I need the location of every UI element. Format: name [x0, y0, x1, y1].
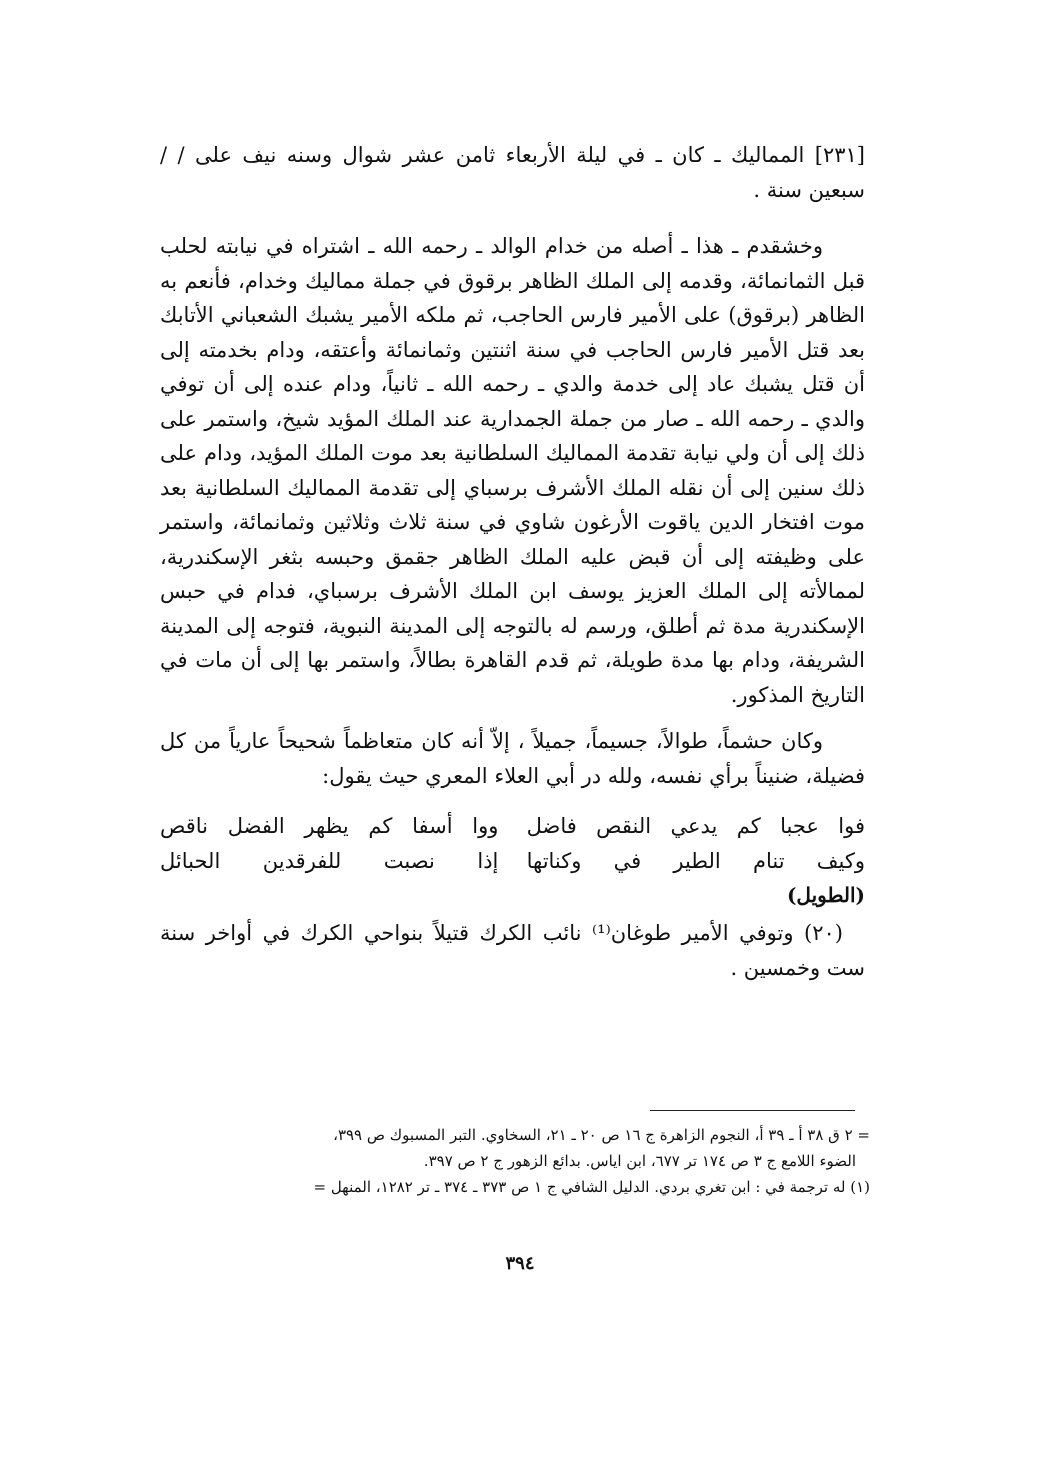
verse-first-hemistich: وكيف تنام الطير في وكناتها	[526, 848, 865, 873]
main-text	[160, 138, 865, 985]
verse-second-hemistich: ووا أسفا كم يظهر الفضل ناقص	[160, 814, 499, 838]
poem-meter: (الطويل)	[786, 883, 865, 907]
footnote-continuation: = ٢ ق ٣٨ أ ـ ٣٩ أ، النجوم الزاهرة ج ١٦ ص ٢٠ ـ ٢١، السخاوي. التبر المسبوك ص ٣٩٩،	[333, 1126, 870, 1144]
footnote-separator	[650, 1110, 855, 1111]
verse-second-hemistich: إذا نصبت للفرقدين الحبائل	[160, 848, 499, 873]
intro-paragraph: [٢٣١] المماليك ـ كان ـ في ليلة الأربعاء ثامن عشر شوال وسنه نيف على / / سبعين سنة .	[160, 143, 865, 202]
biography-paragraph: وخشقدم ـ هذا ـ أصله من خدام الوالد ـ رحمه الله ـ اشتراه في نيابته لحلب قبل الثمانمائة، وقدمه إلى الملك الظاهر برقوق في جملة مماليك وخدام، فأنعم به الظاهر (برقوق) على الأمير فارس الحاجب، ثم ملكه الأمير يشبك الشعباني الأتابك بعد قتل الأمير فارس الحاجب في سنة اثنتين وثمانمائة وأعتقه، ودام بخدمته إلى أن قتل يشبك عاد إلى خدمة والدي ـ رحمه الله ـ ثانياً، ودام عنده إلى أن توفي والدي ـ رحمه الله ـ صار من جملة الجمدارية عند الملك المؤيد شيخ، واستمر على ذلك إلى أن ولي نيابة تقدمة المماليك السلطانية بعد موت الملك المؤيد، ودام على ذلك سنين إلى أن نقله الملك الأشرف برسباي إلى تقدمة المماليك السلطانية بعد موت افتخار الدين ياقوت الأرغون شاوي في سنة ثلاث وثلاثين وثمانمائة، واستمر على وظيفته إلى أن قبض عليه الملك الظاهر جقمق وحبسه بثغر الإسكندرية، لممالأته إلى الملك العزيز يوسف ابن الملك الأشرف برسباي، فدام في حبس الإسكندرية مدة ثم أطلق، ورسم له بالتوجه إلى المدينة النبوية، فتوجه إلى المدينة الشريفة، ودام بها مدة طويلة، ثم قدم القاهرة بطالاً، واستمر بها إلى أن مات في التاريخ المذكور.	[160, 234, 865, 707]
description-paragraph: وكان حشماً، طوالاً، جسيماً، جميلاً ، إلاّ أنه كان متعاظماً شحيحاً عارياً من كل فضيلة، ضنيناً برأي نفسه، ولله در أبي العلاء المعري حيث يقول:	[160, 729, 865, 788]
footnote-1: (١) له ترجمة في : ابن تغري بردي. الدليل الشافي ج ١ ص ٣٧٣ ـ ٣٧٤ ـ تر ١٢٨٢، المنهل =	[313, 1178, 870, 1196]
poem	[160, 809, 865, 912]
poem-verse	[160, 844, 865, 879]
poem-verse	[160, 809, 865, 844]
footnotes	[160, 1122, 870, 1200]
verse-first-hemistich: فوا عجبا كم يدعي النقص فاضل	[526, 814, 865, 838]
page-number: ٣٩٤	[505, 1253, 535, 1274]
death-entry-paragraph: (٢٠) وتوفي الأمير طوغان⁽¹⁾ نائب الكرك قتيلاً بنواحي الكرك في أواخر سنة ست وخمسين .	[160, 921, 865, 980]
footnote-continuation-line: الضوء اللامع ج ٣ ص ١٧٤ تر ٦٧٧، ابن اياس. بدائع الزهور ج ٢ ص ٣٩٧.	[423, 1152, 856, 1170]
